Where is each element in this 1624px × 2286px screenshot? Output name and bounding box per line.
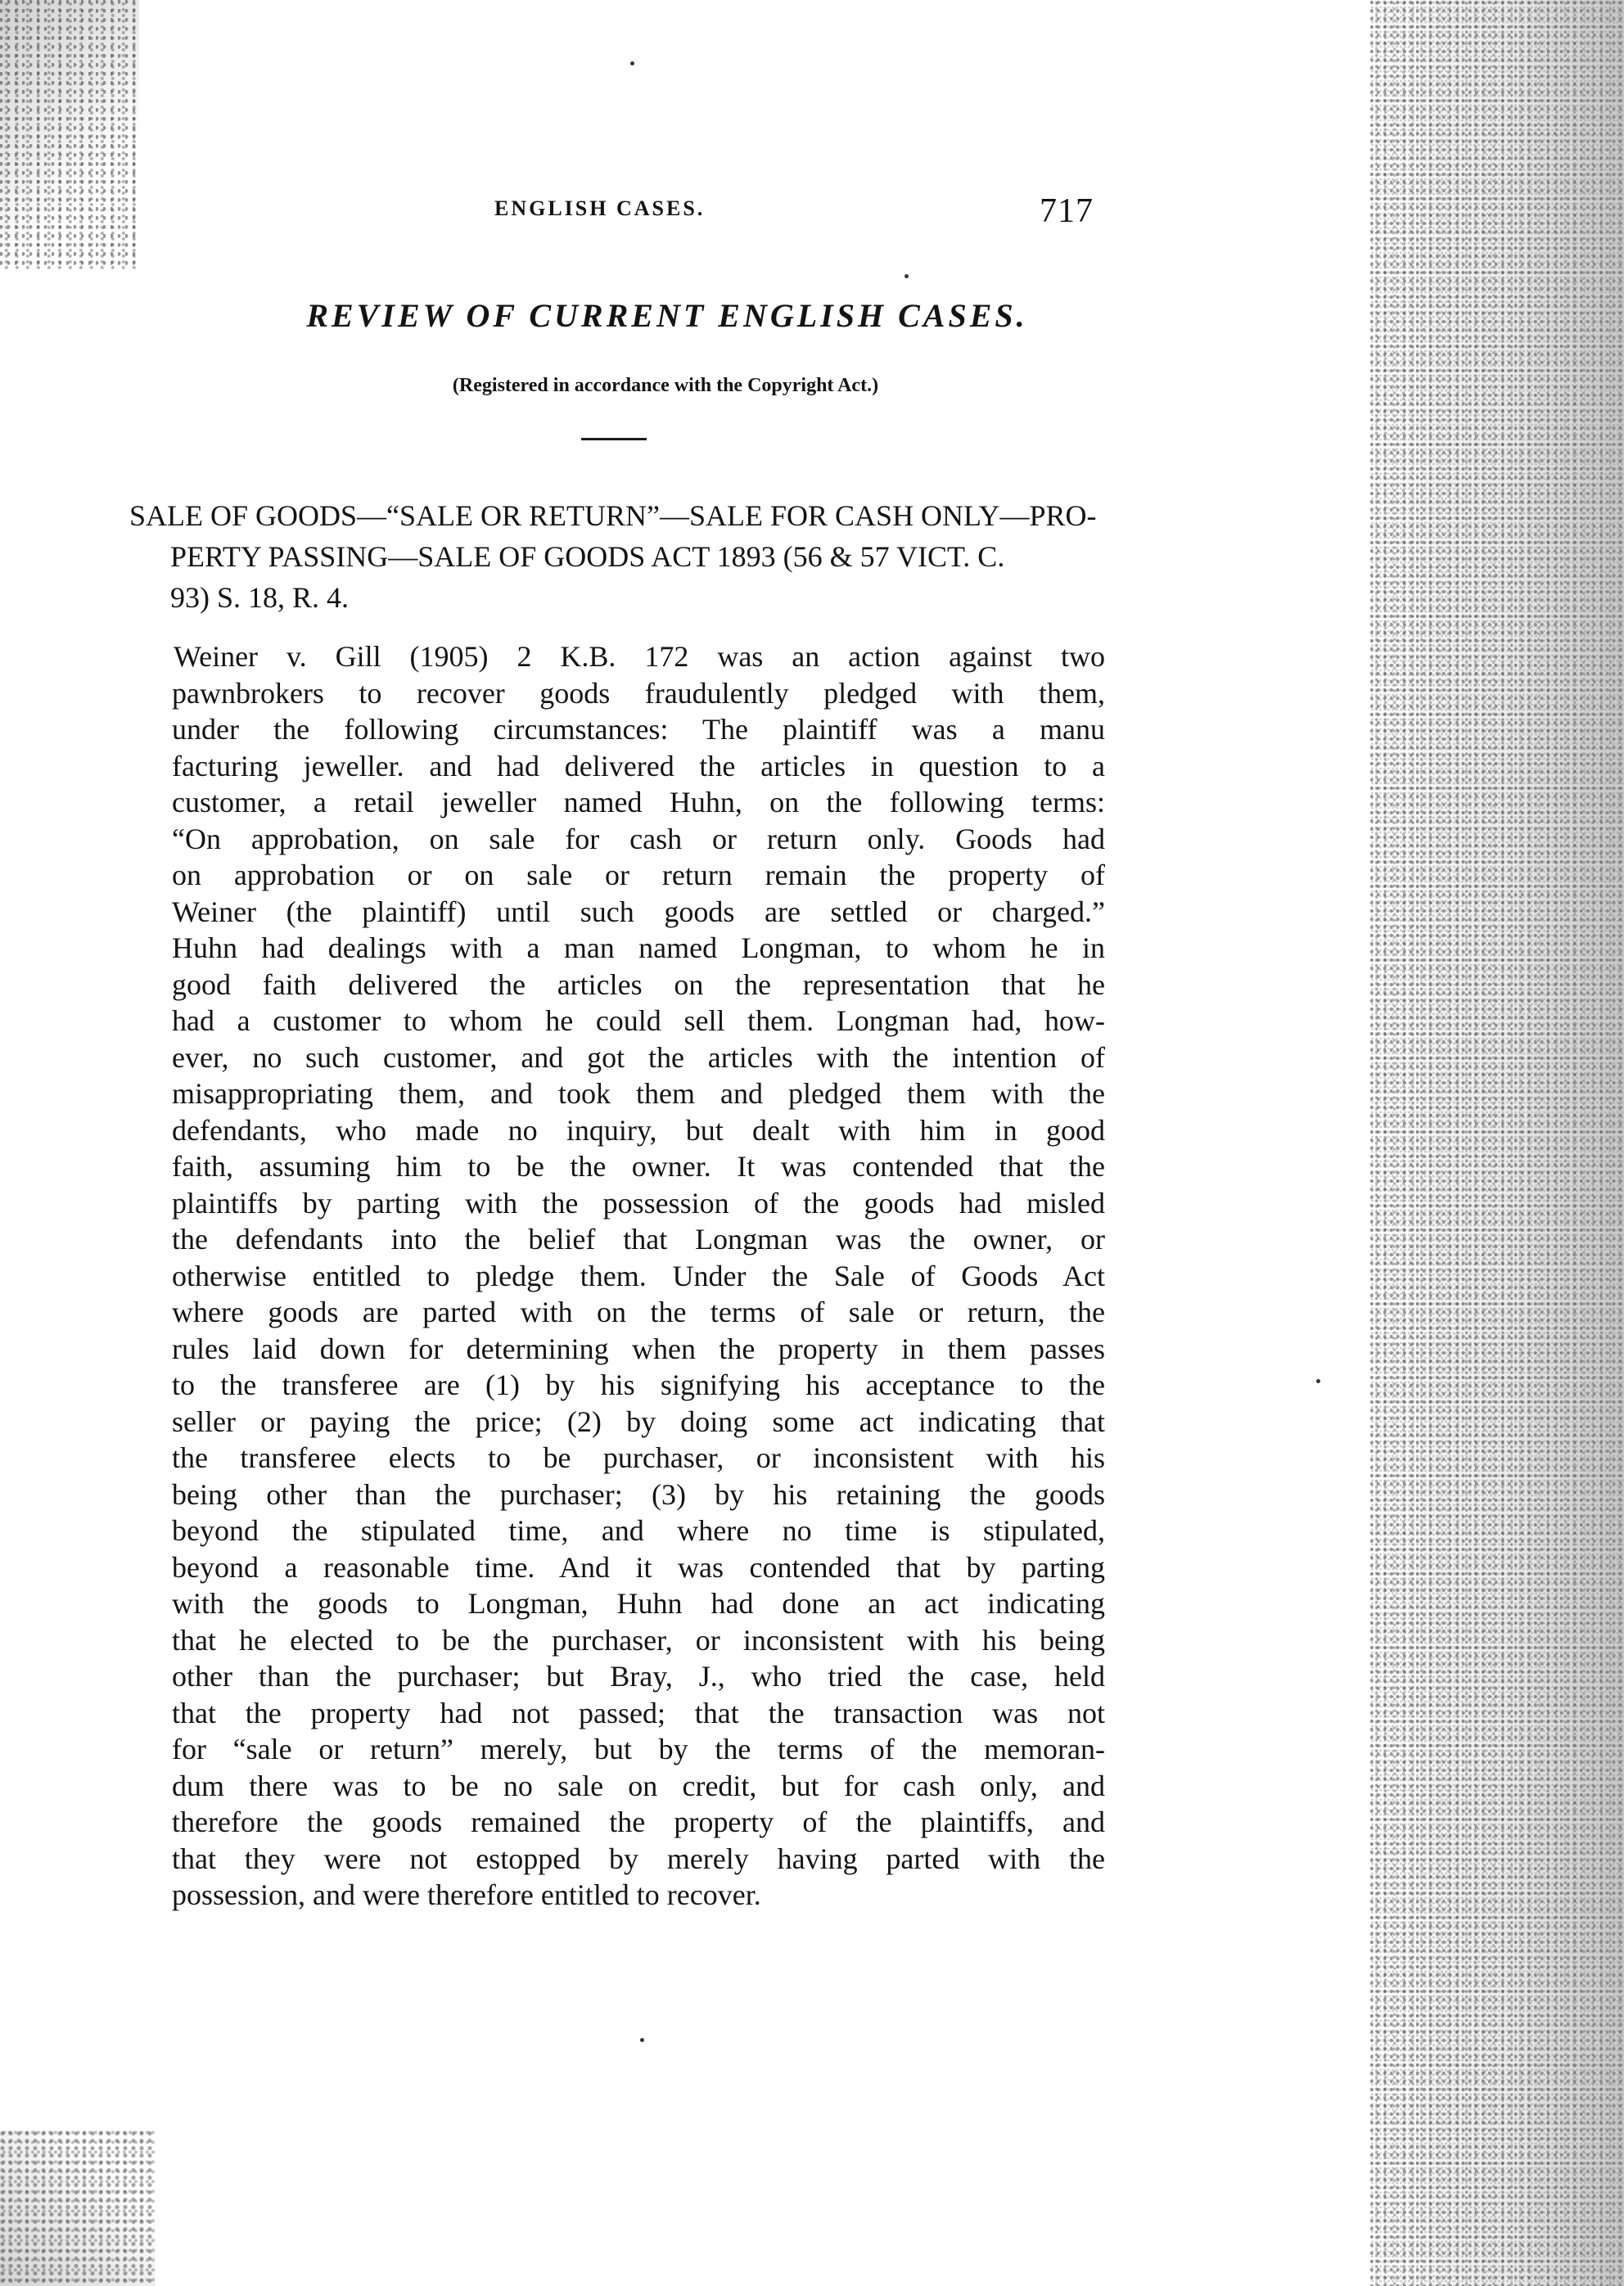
paragraph-line: pawnbrokers to recover goods fraudulently pledged with them, (172, 676, 1105, 710)
paragraph-line: facturing jeweller. and had delivered the articles in question to a (172, 749, 1105, 782)
paragraph-line: Weiner v. Gill (1905) 2 K.B. 172 was an action against two (174, 640, 1105, 673)
paragraph-line: misappropriating them, and took them and pledged them with the (172, 1077, 1105, 1110)
paragraph-line: “On approbation, on sale for cash or return only. Goods had (172, 822, 1105, 855)
paragraph-line: rules laid down for determining when the property in them passes (172, 1332, 1105, 1365)
case-summary-paragraph (172, 638, 1105, 1914)
scan-speck (1316, 1379, 1320, 1383)
paragraph-line: other than the purchaser; but Bray, J., who tried the case, held (172, 1660, 1105, 1693)
paragraph-line: Weiner (the plaintiff) until such goods are settled or charged.” (172, 895, 1105, 928)
scan-speck (630, 61, 634, 65)
paragraph-line: being other than the purchaser; (3) by his retaining the goods (172, 1477, 1105, 1511)
paragraph-line: that the property had not passed; that the transaction was not (172, 1696, 1105, 1729)
paragraph-line: dum there was to be no sale on credit, but for cash only, and (172, 1769, 1105, 1802)
paragraph-line: with the goods to Longman, Huhn had done an act indicating (172, 1587, 1105, 1620)
paragraph-line: under the following circumstances: The plaintiff was a manu (172, 713, 1105, 746)
page-title: REVIEW OF CURRENT ENGLISH CASES. (306, 297, 1028, 334)
paragraph-line: Huhn had dealings with a man named Longman, to whom he in (172, 931, 1105, 964)
paragraph-line: beyond the stipulated time, and where no time is stipulated, (172, 1514, 1105, 1547)
paragraph-line: faith, assuming him to be the owner. It was contended that the (172, 1150, 1105, 1183)
paragraph-line: defendants, who made no inquiry, but dealt with him in good (172, 1113, 1105, 1147)
paragraph-line: on approbation or on sale or return remain the property of (172, 859, 1105, 891)
paragraph-line: had a customer to whom he could sell them. Longman had, how- (172, 1004, 1105, 1037)
paragraph-line: the transferee elects to be purchaser, or inconsistent with his (172, 1441, 1105, 1474)
paragraph-line: seller or paying the price; (2) by doing some act indicating that (172, 1405, 1105, 1438)
paragraph-line: customer, a retail jeweller named Huhn, on the following terms: (172, 786, 1105, 818)
copyright-note: (Registered in accordance with the Copyright Act.) (452, 375, 879, 396)
paragraph-line: to the transferee are (1) by his signifying his acceptance to the (172, 1368, 1105, 1401)
scan-speck (640, 2038, 644, 2042)
paragraph-line: beyond a reasonable time. And it was contended that by parting (172, 1550, 1105, 1584)
title-divider (581, 438, 647, 440)
paragraph-line: plaintiffs by parting with the possession of the goods had misled (172, 1186, 1105, 1220)
page-number: 717 (1040, 192, 1094, 230)
case-heading-line: 93) S. 18, R. 4. (170, 581, 350, 614)
paragraph-line: for “sale or return” merely, but by the terms of the memoran- (172, 1733, 1105, 1765)
case-heading-line: PERTY PASSING—SALE OF GOODS ACT 1893 (56 & 57 VICT. C. (170, 540, 1005, 573)
paragraph-line: otherwise entitled to pledge them. Under the Sale of Goods Act (172, 1259, 1105, 1292)
case-heading (129, 495, 1103, 618)
scan-speck (904, 274, 909, 278)
paragraph-line: that he elected to be the purchaser, or inconsistent with his being (172, 1623, 1105, 1657)
paragraph-line: possession, and were therefore entitled to recover. (172, 1878, 761, 1911)
paragraph-line: ever, no such customer, and got the articles with the intention of (172, 1040, 1105, 1074)
paragraph-line: that they were not estopped by merely having parted with the (172, 1842, 1105, 1875)
paragraph-line: good faith delivered the articles on the representation that he (172, 967, 1105, 1001)
paragraph-line: where goods are parted with on the terms of sale or return, the (172, 1296, 1105, 1328)
paragraph-line: the defendants into the belief that Longman was the owner, or (172, 1223, 1105, 1256)
case-heading-line: SALE OF GOODS—“SALE OR RETURN”—SALE FOR CASH ONLY—PRO- (129, 499, 1097, 532)
running-head: ENGLISH CASES. (494, 196, 706, 220)
paragraph-line: therefore the goods remained the property of the plaintiffs, and (172, 1806, 1105, 1838)
